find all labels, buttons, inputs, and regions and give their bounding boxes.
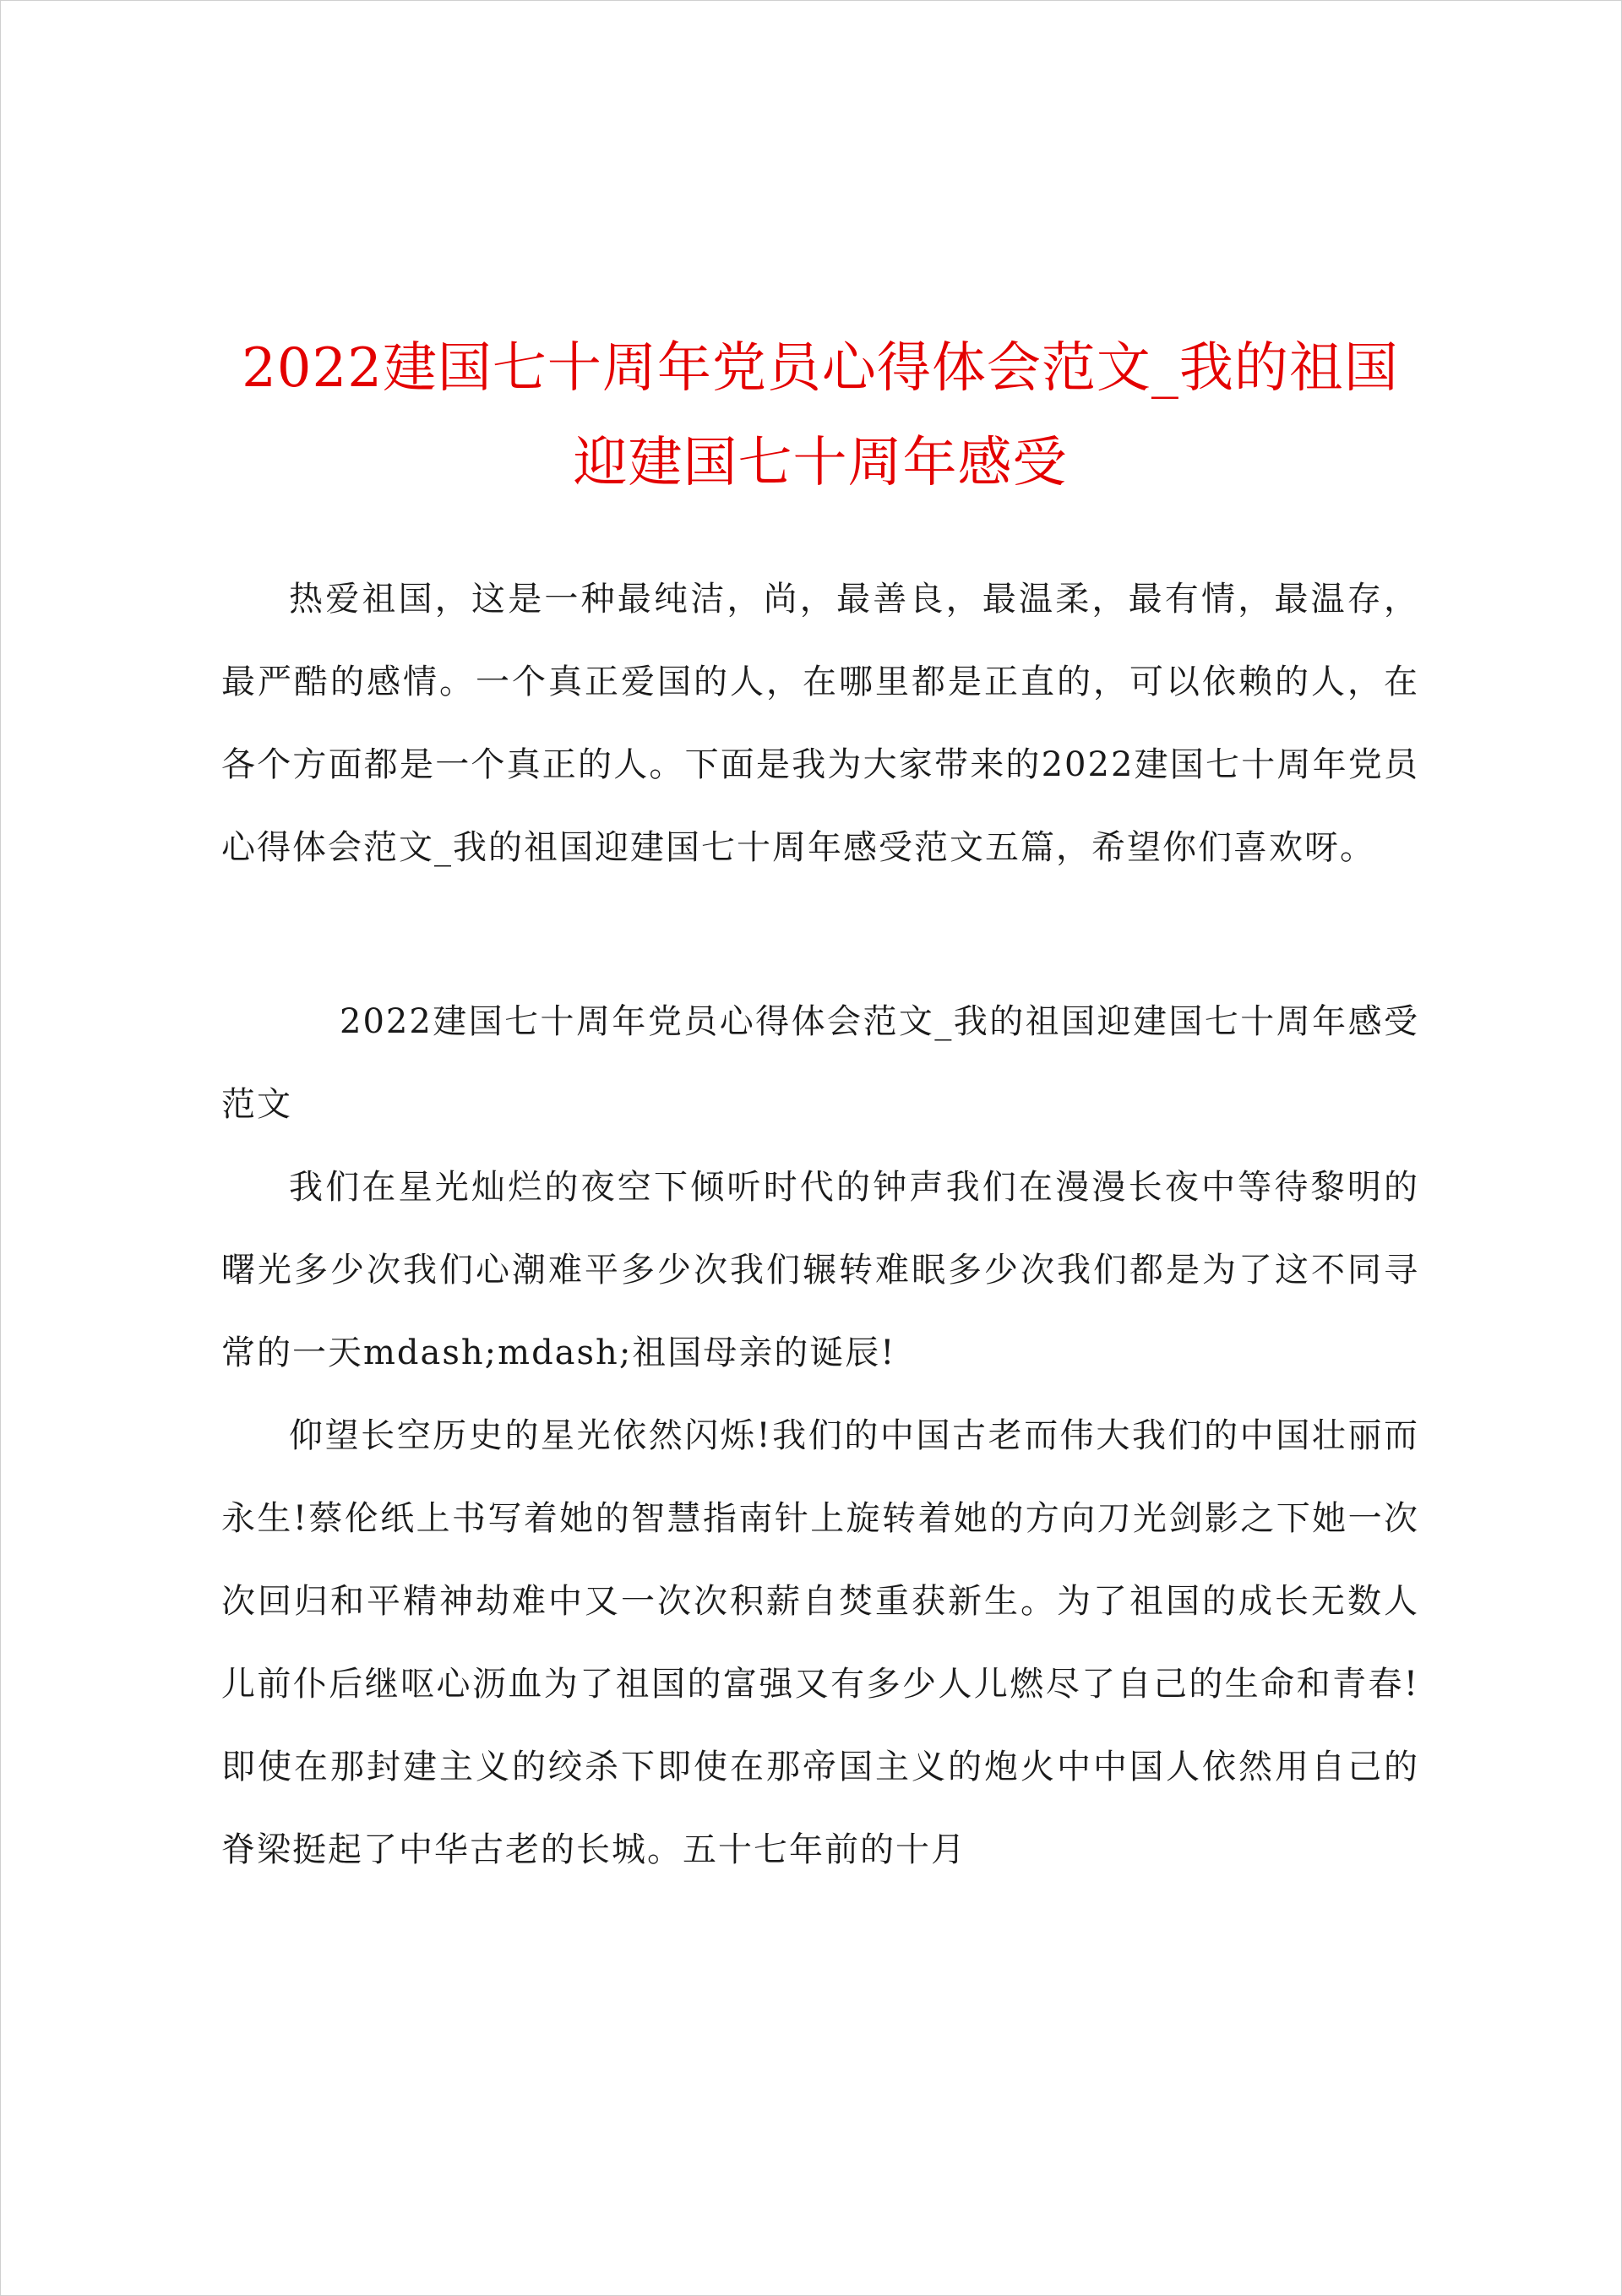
intro-paragraph: 热爱祖国，这是一种最纯洁，尚，最善良，最温柔，最有情，最温存，最严酷的感情。一个真正爱国的人，在哪里都是正直的，可以依赖的人，在各个方面都是一个真正的人。下面是我为大家带来的2022建国七十周年党员心得体会范文_我的祖国迎建国七十周年感受范文五篇，希望你们喜欢呀。	[221, 580, 1419, 867]
section-subtitle: 2022建国七十周年党员心得体会范文_我的祖国迎建国七十周年感受范文	[221, 1002, 1419, 1124]
document-body	[221, 321, 1419, 1891]
body-paragraph-2: 仰望长空历史的星光依然闪烁!我们的中国古老而伟大我们的中国壮丽而永生!蔡伦纸上书写着她的智慧指南针上旋转着她的方向刀光剑影之下她一次次回归和平精神劫难中又一次次积薪自焚重获新生。为了祖国的成长无数人儿前仆后继呕心沥血为了祖国的富强又有多少人儿燃尽了自己的生命和青春!即使在那封建主义的绞杀下即使在那帝国主义的炮火中中国人依然用自己的脊梁挺起了中华古老的长城。五十七年前的十月	[221, 1416, 1419, 1869]
body-paragraph-1: 我们在星光灿烂的夜空下倾听时代的钟声我们在漫漫长夜中等待黎明的曙光多少次我们心潮难平多少次我们辗转难眠多少次我们都是为了这不同寻常的一天mdash;mdash;祖国母亲的诞辰!	[221, 1168, 1419, 1372]
document-title: 2022建国七十周年党员心得体会范文_我的祖国迎建国七十周年感受	[242, 337, 1399, 494]
